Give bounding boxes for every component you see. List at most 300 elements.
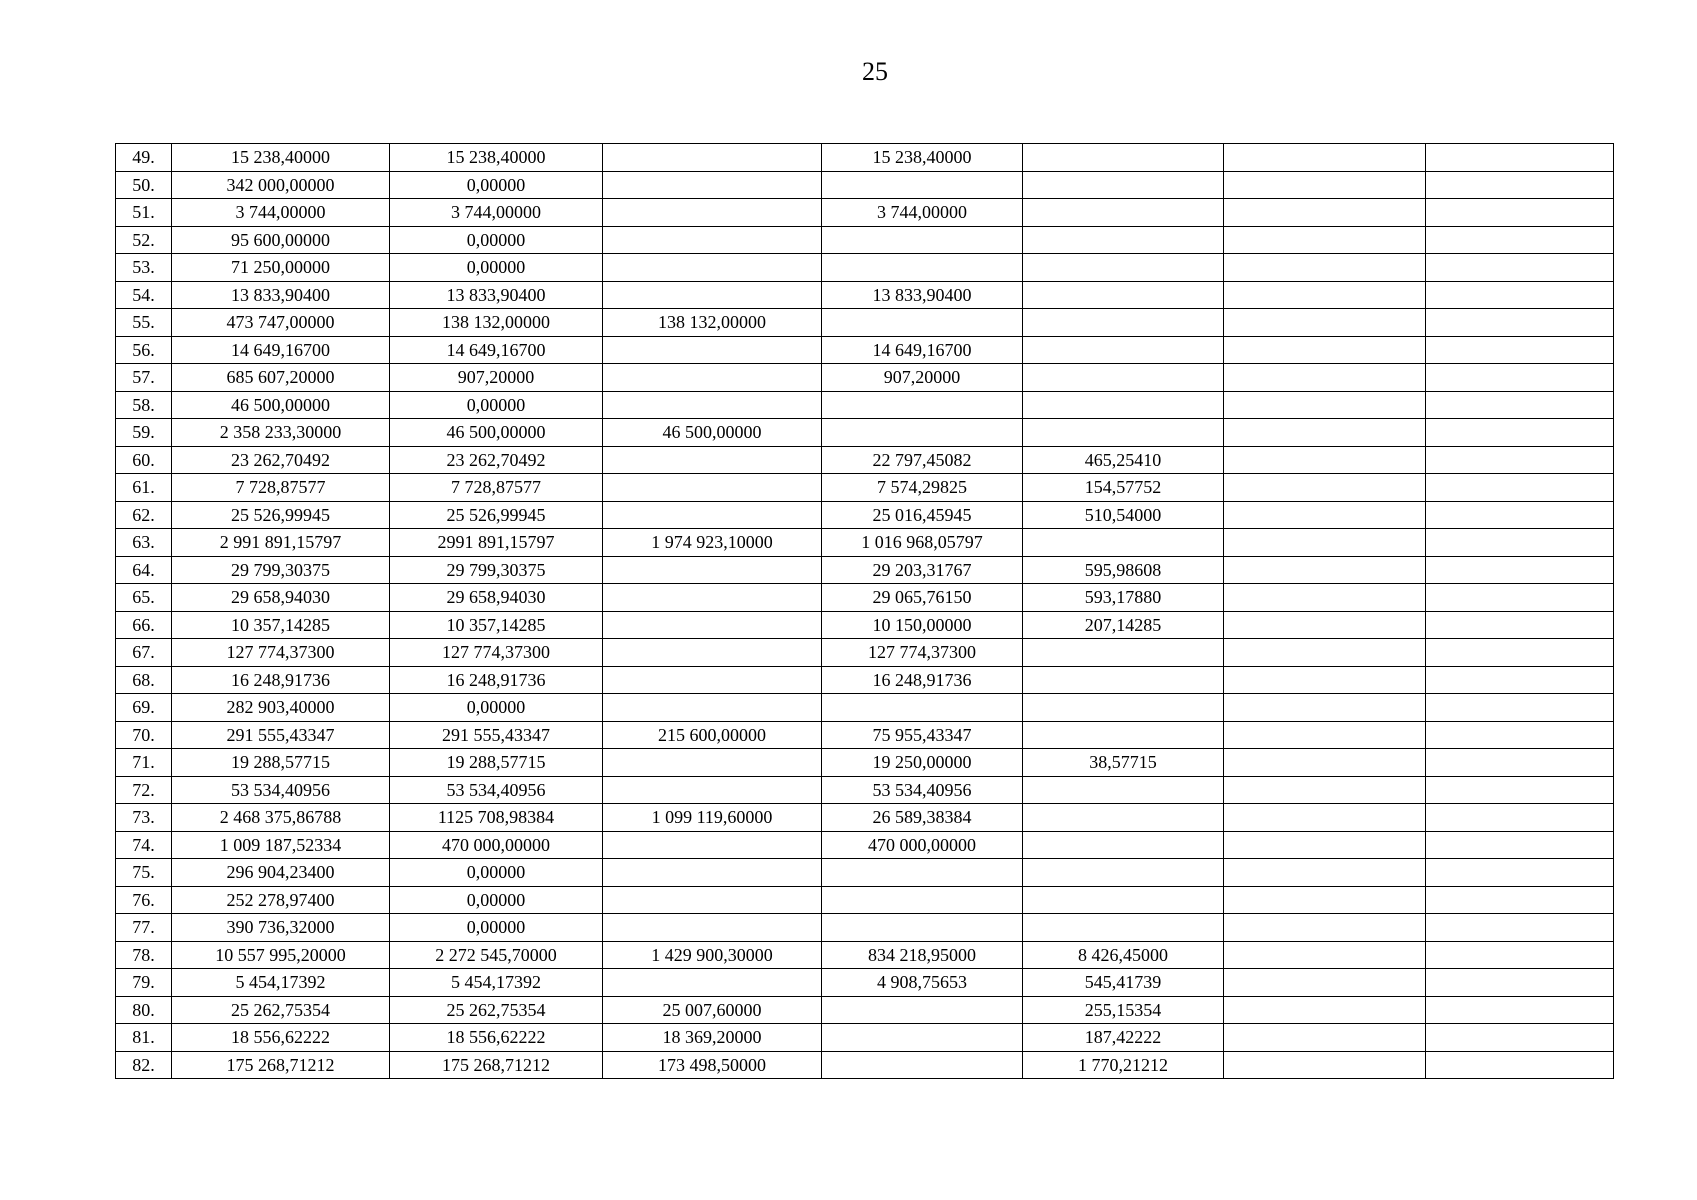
value-cell — [1426, 199, 1614, 227]
value-cell: 685 607,20000 — [172, 364, 390, 392]
value-cell: 7 728,87577 — [172, 474, 390, 502]
value-cell — [603, 831, 822, 859]
value-cell: 29 658,94030 — [390, 584, 603, 612]
table-row — [116, 886, 1614, 914]
value-cell — [603, 886, 822, 914]
value-cell: 14 649,16700 — [390, 336, 603, 364]
table-row — [116, 639, 1614, 667]
value-cell — [1023, 529, 1224, 557]
row-number-cell: 64. — [116, 556, 172, 584]
value-cell: 0,00000 — [390, 694, 603, 722]
value-cell: 593,17880 — [1023, 584, 1224, 612]
value-cell — [603, 199, 822, 227]
value-cell: 138 132,00000 — [390, 309, 603, 337]
value-cell — [822, 859, 1023, 887]
value-cell: 22 797,45082 — [822, 446, 1023, 474]
value-cell — [1224, 1024, 1426, 1052]
value-cell: 138 132,00000 — [603, 309, 822, 337]
value-cell — [1426, 886, 1614, 914]
value-cell — [1426, 1024, 1614, 1052]
value-cell — [1023, 336, 1224, 364]
value-cell: 19 288,57715 — [172, 749, 390, 777]
value-cell: 2 991 891,15797 — [172, 529, 390, 557]
value-cell: 53 534,40956 — [822, 776, 1023, 804]
value-cell: 1125 708,98384 — [390, 804, 603, 832]
value-cell — [603, 749, 822, 777]
value-cell: 75 955,43347 — [822, 721, 1023, 749]
value-cell — [822, 1024, 1023, 1052]
table-row — [116, 996, 1614, 1024]
table-row — [116, 1051, 1614, 1079]
value-cell — [1224, 1051, 1426, 1079]
row-number-cell: 71. — [116, 749, 172, 777]
table-row — [116, 941, 1614, 969]
value-cell: 18 556,62222 — [172, 1024, 390, 1052]
value-cell: 10 557 995,20000 — [172, 941, 390, 969]
value-cell — [1224, 749, 1426, 777]
value-cell — [1426, 639, 1614, 667]
value-cell — [1023, 391, 1224, 419]
value-cell — [1426, 171, 1614, 199]
value-cell: 175 268,71212 — [172, 1051, 390, 1079]
value-cell: 127 774,37300 — [390, 639, 603, 667]
value-cell — [822, 419, 1023, 447]
value-cell — [1426, 364, 1614, 392]
value-cell: 470 000,00000 — [390, 831, 603, 859]
value-cell — [1224, 914, 1426, 942]
value-cell: 95 600,00000 — [172, 226, 390, 254]
value-cell — [822, 996, 1023, 1024]
row-number-cell: 61. — [116, 474, 172, 502]
value-cell — [822, 1051, 1023, 1079]
value-cell — [1224, 941, 1426, 969]
table-row — [116, 556, 1614, 584]
value-cell: 15 238,40000 — [822, 144, 1023, 172]
table-row — [116, 804, 1614, 832]
value-cell — [1224, 721, 1426, 749]
value-cell — [1023, 694, 1224, 722]
row-number-cell: 63. — [116, 529, 172, 557]
table-row — [116, 199, 1614, 227]
value-cell — [1426, 611, 1614, 639]
value-cell — [822, 226, 1023, 254]
value-cell — [1426, 941, 1614, 969]
value-cell — [1426, 556, 1614, 584]
table-row — [116, 776, 1614, 804]
value-cell — [603, 556, 822, 584]
value-cell — [1426, 776, 1614, 804]
value-cell: 7 574,29825 — [822, 474, 1023, 502]
value-cell — [1023, 804, 1224, 832]
value-cell: 1 974 923,10000 — [603, 529, 822, 557]
value-cell: 19 288,57715 — [390, 749, 603, 777]
row-number-cell: 56. — [116, 336, 172, 364]
value-cell: 29 799,30375 — [172, 556, 390, 584]
table-row — [116, 226, 1614, 254]
value-cell: 53 534,40956 — [390, 776, 603, 804]
value-cell — [1224, 336, 1426, 364]
row-number-cell: 80. — [116, 996, 172, 1024]
value-cell: 46 500,00000 — [390, 419, 603, 447]
value-cell — [1224, 419, 1426, 447]
value-cell: 23 262,70492 — [390, 446, 603, 474]
value-cell — [1023, 144, 1224, 172]
value-cell — [1426, 749, 1614, 777]
row-number-cell: 66. — [116, 611, 172, 639]
value-cell — [1224, 776, 1426, 804]
table-row — [116, 144, 1614, 172]
value-cell — [1426, 501, 1614, 529]
value-cell — [1023, 281, 1224, 309]
value-cell — [1224, 996, 1426, 1024]
value-cell: 0,00000 — [390, 886, 603, 914]
value-cell — [822, 171, 1023, 199]
value-cell — [1426, 831, 1614, 859]
value-cell — [822, 886, 1023, 914]
table-row — [116, 721, 1614, 749]
value-cell — [1224, 639, 1426, 667]
value-cell — [603, 391, 822, 419]
value-cell: 25 526,99945 — [172, 501, 390, 529]
table-row — [116, 171, 1614, 199]
value-cell — [603, 859, 822, 887]
table-row — [116, 749, 1614, 777]
table-row — [116, 474, 1614, 502]
value-cell — [603, 584, 822, 612]
value-cell — [1426, 419, 1614, 447]
value-cell — [1224, 309, 1426, 337]
value-cell: 342 000,00000 — [172, 171, 390, 199]
data-table — [115, 143, 1614, 1079]
value-cell: 907,20000 — [822, 364, 1023, 392]
value-cell — [1023, 639, 1224, 667]
value-cell — [1426, 391, 1614, 419]
value-cell — [1426, 996, 1614, 1024]
value-cell: 215 600,00000 — [603, 721, 822, 749]
value-cell — [1224, 226, 1426, 254]
table-row — [116, 336, 1614, 364]
row-number-cell: 49. — [116, 144, 172, 172]
value-cell — [1023, 914, 1224, 942]
value-cell — [1023, 831, 1224, 859]
row-number-cell: 60. — [116, 446, 172, 474]
value-cell: 15 238,40000 — [390, 144, 603, 172]
value-cell: 127 774,37300 — [172, 639, 390, 667]
value-cell — [1224, 804, 1426, 832]
value-cell: 1 770,21212 — [1023, 1051, 1224, 1079]
table-row — [116, 914, 1614, 942]
value-cell — [1426, 446, 1614, 474]
value-cell: 18 556,62222 — [390, 1024, 603, 1052]
value-cell — [1023, 886, 1224, 914]
value-cell — [603, 446, 822, 474]
table-row — [116, 309, 1614, 337]
value-cell: 1 429 900,30000 — [603, 941, 822, 969]
value-cell — [1023, 859, 1224, 887]
value-cell — [1224, 694, 1426, 722]
table-body — [116, 144, 1614, 1079]
value-cell: 13 833,90400 — [822, 281, 1023, 309]
value-cell — [1224, 584, 1426, 612]
value-cell: 470 000,00000 — [822, 831, 1023, 859]
value-cell — [1023, 171, 1224, 199]
value-cell: 0,00000 — [390, 914, 603, 942]
value-cell — [1023, 666, 1224, 694]
row-number-cell: 59. — [116, 419, 172, 447]
value-cell: 0,00000 — [390, 859, 603, 887]
table-row — [116, 1024, 1614, 1052]
value-cell: 10 150,00000 — [822, 611, 1023, 639]
value-cell — [1224, 501, 1426, 529]
value-cell: 2 358 233,30000 — [172, 419, 390, 447]
row-number-cell: 73. — [116, 804, 172, 832]
value-cell — [1224, 969, 1426, 997]
value-cell: 46 500,00000 — [172, 391, 390, 419]
value-cell: 18 369,20000 — [603, 1024, 822, 1052]
value-cell: 25 007,60000 — [603, 996, 822, 1024]
value-cell — [603, 969, 822, 997]
row-number-cell: 68. — [116, 666, 172, 694]
row-number-cell: 62. — [116, 501, 172, 529]
value-cell — [1224, 886, 1426, 914]
value-cell: 545,41739 — [1023, 969, 1224, 997]
row-number-cell: 76. — [116, 886, 172, 914]
row-number-cell: 74. — [116, 831, 172, 859]
value-cell — [603, 144, 822, 172]
row-number-cell: 51. — [116, 199, 172, 227]
row-number-cell: 65. — [116, 584, 172, 612]
value-cell — [1426, 474, 1614, 502]
table-row — [116, 694, 1614, 722]
value-cell: 595,98608 — [1023, 556, 1224, 584]
value-cell: 10 357,14285 — [172, 611, 390, 639]
table-row — [116, 584, 1614, 612]
value-cell — [1224, 474, 1426, 502]
table-row — [116, 666, 1614, 694]
value-cell — [1426, 584, 1614, 612]
value-cell — [1224, 529, 1426, 557]
page-number: 25 — [862, 57, 888, 86]
row-number-cell: 78. — [116, 941, 172, 969]
value-cell — [1224, 666, 1426, 694]
table-row — [116, 446, 1614, 474]
value-cell — [603, 254, 822, 282]
value-cell: 4 908,75653 — [822, 969, 1023, 997]
table-row — [116, 364, 1614, 392]
value-cell: 1 016 968,05797 — [822, 529, 1023, 557]
value-cell — [1023, 199, 1224, 227]
value-cell — [1023, 226, 1224, 254]
row-number-cell: 57. — [116, 364, 172, 392]
value-cell — [1224, 831, 1426, 859]
value-cell — [1224, 611, 1426, 639]
value-cell: 252 278,97400 — [172, 886, 390, 914]
value-cell — [1224, 364, 1426, 392]
value-cell — [1023, 721, 1224, 749]
value-cell — [1426, 804, 1614, 832]
value-cell: 3 744,00000 — [172, 199, 390, 227]
value-cell — [603, 611, 822, 639]
value-cell — [1224, 199, 1426, 227]
value-cell — [1224, 556, 1426, 584]
value-cell — [822, 914, 1023, 942]
value-cell — [1224, 144, 1426, 172]
value-cell: 291 555,43347 — [390, 721, 603, 749]
row-number-cell: 75. — [116, 859, 172, 887]
value-cell — [603, 694, 822, 722]
value-cell — [1224, 859, 1426, 887]
value-cell: 173 498,50000 — [603, 1051, 822, 1079]
row-number-cell: 70. — [116, 721, 172, 749]
value-cell: 1 099 119,60000 — [603, 804, 822, 832]
value-cell — [603, 501, 822, 529]
row-number-cell: 58. — [116, 391, 172, 419]
value-cell: 207,14285 — [1023, 611, 1224, 639]
value-cell: 473 747,00000 — [172, 309, 390, 337]
value-cell: 14 649,16700 — [822, 336, 1023, 364]
row-number-cell: 53. — [116, 254, 172, 282]
row-number-cell: 67. — [116, 639, 172, 667]
value-cell — [603, 666, 822, 694]
value-cell — [1426, 914, 1614, 942]
row-number-cell: 69. — [116, 694, 172, 722]
value-cell: 46 500,00000 — [603, 419, 822, 447]
value-cell: 907,20000 — [390, 364, 603, 392]
table-row — [116, 611, 1614, 639]
value-cell: 71 250,00000 — [172, 254, 390, 282]
value-cell — [1426, 721, 1614, 749]
table-row — [116, 969, 1614, 997]
value-cell — [1224, 391, 1426, 419]
value-cell — [603, 336, 822, 364]
value-cell — [1426, 226, 1614, 254]
value-cell — [1426, 666, 1614, 694]
value-cell: 13 833,90400 — [390, 281, 603, 309]
value-cell: 0,00000 — [390, 254, 603, 282]
value-cell: 29 799,30375 — [390, 556, 603, 584]
row-number-cell: 79. — [116, 969, 172, 997]
value-cell: 8 426,45000 — [1023, 941, 1224, 969]
value-cell — [603, 474, 822, 502]
value-cell — [1224, 171, 1426, 199]
table-row — [116, 501, 1614, 529]
value-cell — [603, 281, 822, 309]
value-cell — [1023, 309, 1224, 337]
value-cell: 14 649,16700 — [172, 336, 390, 364]
value-cell — [1426, 1051, 1614, 1079]
value-cell: 25 262,75354 — [172, 996, 390, 1024]
value-cell: 2991 891,15797 — [390, 529, 603, 557]
value-cell — [1023, 419, 1224, 447]
value-cell: 3 744,00000 — [390, 199, 603, 227]
table-row — [116, 281, 1614, 309]
value-cell — [603, 171, 822, 199]
row-number-cell: 50. — [116, 171, 172, 199]
value-cell — [1426, 336, 1614, 364]
row-number-cell: 81. — [116, 1024, 172, 1052]
table-row — [116, 391, 1614, 419]
row-number-cell: 55. — [116, 309, 172, 337]
value-cell: 29 658,94030 — [172, 584, 390, 612]
value-cell — [822, 694, 1023, 722]
value-cell: 2 468 375,86788 — [172, 804, 390, 832]
value-cell: 25 016,45945 — [822, 501, 1023, 529]
value-cell: 0,00000 — [390, 171, 603, 199]
value-cell: 5 454,17392 — [172, 969, 390, 997]
value-cell: 154,57752 — [1023, 474, 1224, 502]
value-cell — [822, 254, 1023, 282]
value-cell: 38,57715 — [1023, 749, 1224, 777]
value-cell: 0,00000 — [390, 226, 603, 254]
value-cell: 29 065,76150 — [822, 584, 1023, 612]
table-row — [116, 419, 1614, 447]
value-cell: 2 272 545,70000 — [390, 941, 603, 969]
value-cell: 187,42222 — [1023, 1024, 1224, 1052]
value-cell — [1426, 144, 1614, 172]
value-cell — [1426, 969, 1614, 997]
value-cell: 1 009 187,52334 — [172, 831, 390, 859]
value-cell: 23 262,70492 — [172, 446, 390, 474]
row-number-cell: 82. — [116, 1051, 172, 1079]
value-cell: 13 833,90400 — [172, 281, 390, 309]
row-number-cell: 52. — [116, 226, 172, 254]
row-number-cell: 77. — [116, 914, 172, 942]
value-cell — [1426, 859, 1614, 887]
value-cell — [603, 364, 822, 392]
value-cell: 834 218,95000 — [822, 941, 1023, 969]
value-cell — [1224, 254, 1426, 282]
value-cell — [603, 639, 822, 667]
value-cell — [603, 776, 822, 804]
value-cell — [1224, 281, 1426, 309]
value-cell: 19 250,00000 — [822, 749, 1023, 777]
table-row — [116, 529, 1614, 557]
value-cell — [1023, 254, 1224, 282]
value-cell: 510,54000 — [1023, 501, 1224, 529]
value-cell — [1224, 446, 1426, 474]
table-row — [116, 831, 1614, 859]
value-cell — [1426, 529, 1614, 557]
value-cell: 291 555,43347 — [172, 721, 390, 749]
value-cell: 3 744,00000 — [822, 199, 1023, 227]
value-cell — [1023, 776, 1224, 804]
value-cell: 26 589,38384 — [822, 804, 1023, 832]
table-row — [116, 254, 1614, 282]
value-cell: 53 534,40956 — [172, 776, 390, 804]
value-cell: 16 248,91736 — [172, 666, 390, 694]
value-cell — [603, 226, 822, 254]
value-cell — [1426, 254, 1614, 282]
value-cell: 175 268,71212 — [390, 1051, 603, 1079]
value-cell — [1426, 309, 1614, 337]
row-number-cell: 54. — [116, 281, 172, 309]
value-cell: 29 203,31767 — [822, 556, 1023, 584]
value-cell: 127 774,37300 — [822, 639, 1023, 667]
value-cell: 296 904,23400 — [172, 859, 390, 887]
value-cell: 16 248,91736 — [390, 666, 603, 694]
value-cell: 5 454,17392 — [390, 969, 603, 997]
value-cell — [1426, 694, 1614, 722]
row-number-cell: 72. — [116, 776, 172, 804]
value-cell — [603, 914, 822, 942]
value-cell: 7 728,87577 — [390, 474, 603, 502]
value-cell: 255,15354 — [1023, 996, 1224, 1024]
value-cell: 0,00000 — [390, 391, 603, 419]
value-cell: 390 736,32000 — [172, 914, 390, 942]
value-cell: 16 248,91736 — [822, 666, 1023, 694]
table-row — [116, 859, 1614, 887]
value-cell: 282 903,40000 — [172, 694, 390, 722]
